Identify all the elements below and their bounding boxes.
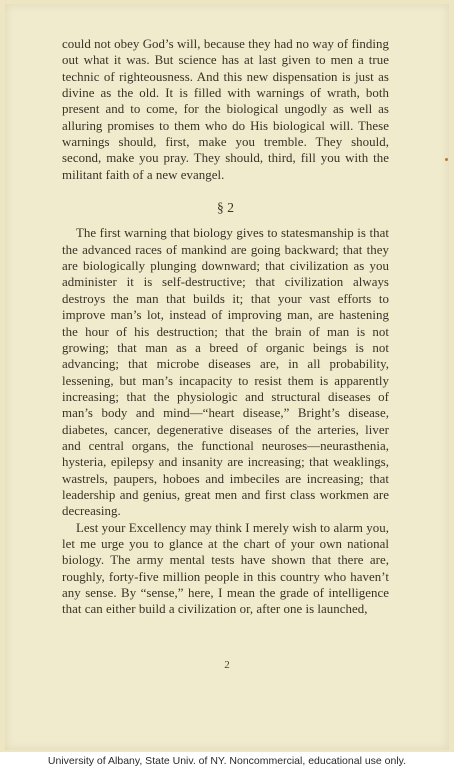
body-text: [62, 36, 389, 618]
margin-mark: [445, 158, 448, 161]
paragraph-continued: could not obey God’s will, because they had no way of finding out what it was. But science has at last given to men a true technic of righteousness. And this new dispensation is just as divine as the old. It is filled with warnings of wrath, both present and to come, for the biological ungodly as well as alluring promises to them who do His biological will. These warnings should, first, make you tremble. They should, second, make you pray. They should, third, fill you with the militant faith of a new evangel.: [62, 37, 389, 182]
page-number: 2: [224, 659, 230, 671]
section-heading: § 2: [217, 200, 234, 216]
footer-credit: University of Albany, State Univ. of NY. Noncommercial, educational use only.: [47, 755, 407, 767]
paragraph-first-warning: The first warning that biology gives to statesmanship is that the advanced races of mankind are going backward; that they are biologically plunging downward; that civilization as you administer it is self-destructive; that civilization always destroys the man that builds it; that your vast efforts to improve man’s lot, instead of improving man, are hastening the hour of his destruction; that the brain of man is not growing; that man as a breed of organic beings is not advancing; that microbe diseases are, in all probability, lessening, but man’s incapacity to resist them is apparently increasing; that the physiologic and structural diseases of man’s body and mind—“heart disease,” Bright’s disease, diabetes, cancer, degenerative diseases of the arteries, liver and central organs, the functional neuroses—neurasthenia, hysteria, epilepsy and insanity are increasing; that weaklings, wastrels, paupers, hoboes and imbeciles are increasing; that leadership and genius, great men and first class workmen are decreasing.: [62, 226, 389, 519]
paragraph-army-tests: Lest your Excellency may think I merely wish to alarm you, let me urge you to glance at the chart of your own national biology. The army mental tests have shown that there are, roughly, forty-five million people in this country who haven’t any sense. By “sense,” here, I mean the grade of intelligence that can either build a civilization or, after one is launched,: [62, 520, 389, 617]
